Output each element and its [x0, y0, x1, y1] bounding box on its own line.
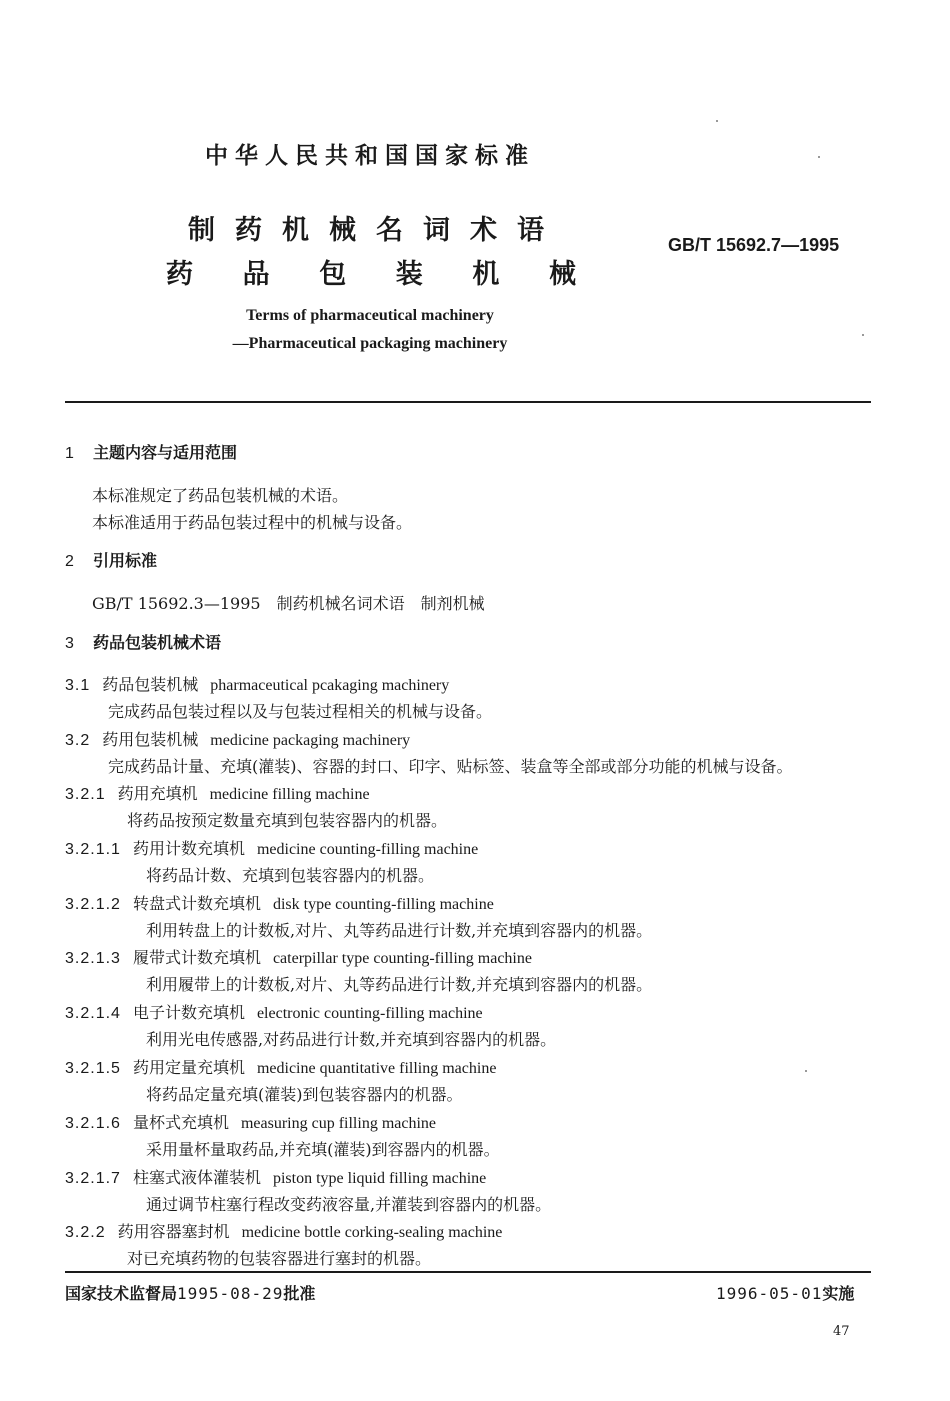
- term-english: disk type counting-filling machine: [272, 896, 494, 913]
- term-english: electronic counting-filling machine: [256, 1005, 483, 1022]
- term-definition: 通过调节柱塞行程改变药液容量,并灌装到容器内的机器。: [146, 1195, 552, 1214]
- term-definition: 完成药品计量、充填(灌装)、容器的封口、印字、贴标签、装盒等全部或部分功能的机械与设备。: [108, 757, 793, 776]
- term-number: 3.2.2: [65, 1224, 106, 1241]
- term-entry: [65, 1110, 436, 1133]
- term-chinese: 药用定量充填机: [132, 1058, 245, 1077]
- approval-date: 1995-08-29: [177, 1284, 284, 1303]
- normative-reference: GB/T 15692.3—1995 制药机械名词术语 制剂机械: [92, 594, 485, 613]
- term-english: measuring cup filling machine: [240, 1115, 437, 1132]
- approval-line: [65, 1281, 315, 1304]
- term-entry: [65, 891, 494, 914]
- paragraph: 本标准适用于药品包装过程中的机械与设备。: [92, 513, 413, 532]
- effective-label: 实施: [822, 1284, 855, 1303]
- term-entry: [65, 1165, 486, 1188]
- term-chinese: 药品包装机械: [102, 675, 199, 694]
- term-entry: [65, 836, 478, 859]
- term-number: 3.2.1.2: [65, 896, 121, 913]
- term-english: medicine quantitative filling machine: [256, 1060, 497, 1077]
- term-entry: [65, 1219, 502, 1242]
- approval-org: 国家技术监督局: [65, 1284, 178, 1303]
- section-heading: [65, 548, 157, 571]
- term-entry: [65, 727, 410, 750]
- term-number: 3.1: [65, 677, 91, 694]
- section-number: 1: [65, 445, 74, 462]
- term-english: piston type liquid filling machine: [272, 1170, 487, 1187]
- term-definition: 对已充填药物的包装容器进行塞封的机器。: [127, 1249, 432, 1268]
- term-english: medicine counting-filling machine: [256, 841, 479, 858]
- term-english: medicine filling machine: [209, 786, 370, 803]
- section-heading: [65, 630, 221, 653]
- term-chinese: 转盘式计数充填机: [132, 894, 261, 913]
- term-definition: 采用量杯量取药品,并充填(灌装)到容器内的机器。: [146, 1140, 500, 1159]
- term-definition: 利用光电传感器,对药品进行计数,并充填到容器内的机器。: [146, 1030, 557, 1049]
- term-english: medicine packaging machinery: [210, 732, 411, 749]
- english-title-line1: Terms of pharmaceutical machinery: [246, 307, 494, 324]
- page-number: 47: [833, 1324, 850, 1339]
- english-title-line2: —Pharmaceutical packaging machinery: [232, 335, 508, 352]
- term-number: 3.2.1.1: [65, 841, 121, 858]
- title-char: 械: [548, 259, 576, 290]
- document-title-line1: 制药机械名词术语: [188, 215, 564, 246]
- scan-speck: [716, 120, 718, 122]
- term-definition: 利用履带上的计数板,对片、丸等药品进行计数,并充填到容器内的机器。: [146, 975, 653, 994]
- term-chinese: 柱塞式液体灌装机: [132, 1168, 261, 1187]
- header-divider: [65, 401, 871, 403]
- national-standard-heading: 中华人民共和国国家标准: [205, 143, 535, 169]
- term-english: pharmaceutical pcakaging machinery: [210, 677, 450, 694]
- term-chinese: 药用计数充填机: [132, 839, 245, 858]
- term-english: caterpillar type counting-filling machine: [272, 950, 532, 967]
- term-number: 3.2.1.3: [65, 950, 121, 967]
- term-entry: [65, 781, 370, 804]
- term-entry: [65, 945, 532, 968]
- effective-date: 1996-05-01: [716, 1284, 823, 1303]
- section-title: 主题内容与适用范围: [93, 443, 238, 462]
- term-number: 3.2.1.7: [65, 1170, 121, 1187]
- term-english: medicine bottle corking-sealing machine: [241, 1224, 503, 1241]
- term-chinese: 药用充填机: [117, 784, 198, 803]
- section-heading: [65, 440, 237, 463]
- title-char: 机: [472, 259, 500, 290]
- term-chinese: 量杯式充填机: [132, 1113, 229, 1132]
- term-definition: 利用转盘上的计数板,对片、丸等药品进行计数,并充填到容器内的机器。: [146, 921, 653, 940]
- term-chinese: 履带式计数充填机: [132, 948, 261, 967]
- term-number: 3.2.1: [65, 786, 106, 803]
- section-title: 药品包装机械术语: [93, 633, 222, 652]
- title-char: 药: [166, 259, 193, 290]
- footer-divider: [65, 1271, 871, 1273]
- paragraph: 本标准规定了药品包装机械的术语。: [92, 486, 349, 505]
- scan-speck: [805, 1070, 807, 1072]
- term-definition: 将药品计数、充填到包装容器内的机器。: [146, 866, 435, 885]
- term-number: 3.2.1.5: [65, 1060, 121, 1077]
- term-definition: 完成药品包装过程以及与包装过程相关的机械与设备。: [108, 702, 493, 721]
- title-char: 装: [395, 259, 423, 290]
- document-title-line2: [166, 252, 576, 291]
- term-number: 3.2.1.4: [65, 1005, 121, 1022]
- section-number: 2: [65, 553, 74, 570]
- term-entry: [65, 1000, 483, 1023]
- section-title: 引用标准: [93, 551, 158, 570]
- term-definition: 将药品按预定数量充填到包装容器内的机器。: [127, 811, 448, 830]
- term-number: 3.2.1.6: [65, 1115, 121, 1132]
- effective-line: [716, 1281, 854, 1304]
- term-chinese: 药用容器塞封机: [117, 1222, 230, 1241]
- term-number: 3.2: [65, 732, 91, 749]
- section-number: 3: [65, 635, 74, 652]
- title-char: 品: [242, 259, 270, 290]
- scan-speck: [862, 334, 864, 336]
- term-entry: [65, 672, 449, 695]
- approval-label: 批准: [283, 1284, 316, 1303]
- scan-speck: [818, 156, 820, 158]
- title-char: 包: [319, 259, 347, 290]
- term-definition: 将药品定量充填(灌装)到包装容器内的机器。: [146, 1085, 463, 1104]
- term-chinese: 电子计数充填机: [132, 1003, 245, 1022]
- term-chinese: 药用包装机械: [102, 730, 199, 749]
- standard-number: GB/T 15692.7—1995: [668, 235, 840, 255]
- term-entry: [65, 1055, 496, 1078]
